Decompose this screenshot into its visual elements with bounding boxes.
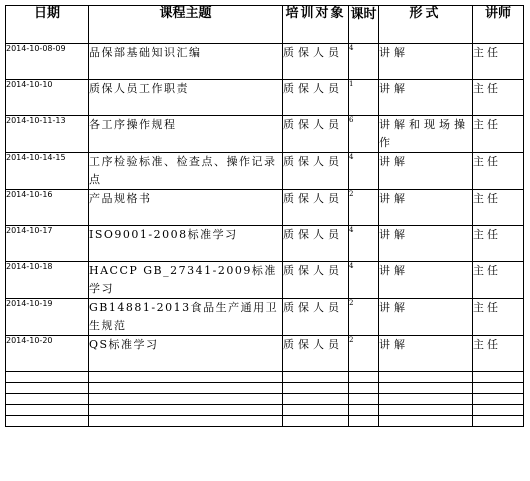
table-row <box>6 44 524 80</box>
cell-date: 2014-10-14-15 <box>6 153 89 190</box>
header-row <box>6 6 524 44</box>
table-row <box>6 116 524 153</box>
cell-target: 质保人员 <box>283 116 349 153</box>
cell-form: 讲解 <box>379 299 473 336</box>
table-row <box>6 226 524 262</box>
cell-target: 质保人员 <box>283 262 349 299</box>
empty-row <box>6 383 524 394</box>
empty-cell <box>6 383 89 394</box>
cell-topic: 工序检验标准、检查点、操作记录点 <box>89 153 283 190</box>
table-row <box>6 80 524 116</box>
empty-cell <box>6 372 89 383</box>
header-teacher: 讲师 <box>473 6 524 44</box>
cell-hours: 4 <box>349 153 379 190</box>
empty-cell <box>283 383 349 394</box>
empty-cell <box>89 383 283 394</box>
cell-hours: 2 <box>349 190 379 226</box>
cell-form: 讲解 <box>379 262 473 299</box>
cell-target: 质保人员 <box>283 190 349 226</box>
empty-cell <box>89 372 283 383</box>
empty-row <box>6 416 524 427</box>
cell-teacher: 主任 <box>473 262 524 299</box>
cell-topic: 品保部基础知识汇编 <box>89 44 283 80</box>
cell-teacher: 主任 <box>473 336 524 372</box>
cell-date: 2014-10-11-13 <box>6 116 89 153</box>
cell-topic: 各工序操作规程 <box>89 116 283 153</box>
cell-target: 质保人员 <box>283 336 349 372</box>
empty-cell <box>473 372 524 383</box>
cell-teacher: 主任 <box>473 44 524 80</box>
empty-row <box>6 372 524 383</box>
empty-cell <box>349 405 379 416</box>
cell-date: 2014-10-18 <box>6 262 89 299</box>
header-form: 形式 <box>379 6 473 44</box>
cell-topic: ISO9001-2008标准学习 <box>89 226 283 262</box>
cell-teacher: 主任 <box>473 226 524 262</box>
table-row <box>6 336 524 372</box>
table-row <box>6 262 524 299</box>
empty-cell <box>473 394 524 405</box>
empty-cell <box>6 416 89 427</box>
empty-cell <box>349 372 379 383</box>
cell-target: 质保人员 <box>283 299 349 336</box>
cell-teacher: 主任 <box>473 190 524 226</box>
header-target: 培训对象 <box>283 6 349 44</box>
table-row <box>6 153 524 190</box>
header-hours: 课时 <box>349 6 379 44</box>
cell-topic: QS标准学习 <box>89 336 283 372</box>
cell-hours: 4 <box>349 262 379 299</box>
empty-cell <box>379 405 473 416</box>
cell-form: 讲解 <box>379 336 473 372</box>
training-schedule-table <box>5 5 524 427</box>
header-date: 日期 <box>6 6 89 44</box>
cell-date: 2014-10-10 <box>6 80 89 116</box>
empty-row <box>6 394 524 405</box>
cell-hours: 2 <box>349 299 379 336</box>
cell-form: 讲解 <box>379 226 473 262</box>
cell-form: 讲解 <box>379 80 473 116</box>
cell-target: 质保人员 <box>283 44 349 80</box>
cell-date: 2014-10-17 <box>6 226 89 262</box>
empty-cell <box>283 394 349 405</box>
cell-target: 质保人员 <box>283 226 349 262</box>
cell-date: 2014-10-08-09 <box>6 44 89 80</box>
cell-date: 2014-10-20 <box>6 336 89 372</box>
cell-form: 讲解 <box>379 190 473 226</box>
empty-cell <box>379 383 473 394</box>
empty-cell <box>283 416 349 427</box>
cell-target: 质保人员 <box>283 80 349 116</box>
empty-cell <box>89 416 283 427</box>
cell-teacher: 主任 <box>473 153 524 190</box>
cell-teacher: 主任 <box>473 116 524 153</box>
empty-cell <box>379 416 473 427</box>
table-row <box>6 190 524 226</box>
cell-topic: GB14881-2013食品生产通用卫生规范 <box>89 299 283 336</box>
empty-cell <box>89 394 283 405</box>
header-topic: 课程主题 <box>89 6 283 44</box>
empty-cell <box>473 383 524 394</box>
cell-hours: 6 <box>349 116 379 153</box>
empty-cell <box>6 405 89 416</box>
cell-target: 质保人员 <box>283 153 349 190</box>
empty-cell <box>379 372 473 383</box>
empty-cell <box>6 394 89 405</box>
cell-teacher: 主任 <box>473 80 524 116</box>
cell-date: 2014-10-16 <box>6 190 89 226</box>
empty-cell <box>473 405 524 416</box>
empty-cell <box>349 416 379 427</box>
empty-row <box>6 405 524 416</box>
cell-hours: 4 <box>349 226 379 262</box>
cell-hours: 4 <box>349 44 379 80</box>
cell-hours: 2 <box>349 336 379 372</box>
empty-cell <box>379 394 473 405</box>
cell-date: 2014-10-19 <box>6 299 89 336</box>
empty-cell <box>349 394 379 405</box>
cell-topic: 质保人员工作职责 <box>89 80 283 116</box>
cell-hours: 1 <box>349 80 379 116</box>
cell-form: 讲解和现场操作 <box>379 116 473 153</box>
cell-form: 讲解 <box>379 44 473 80</box>
empty-cell <box>473 416 524 427</box>
cell-form: 讲解 <box>379 153 473 190</box>
empty-cell <box>89 405 283 416</box>
empty-cell <box>283 405 349 416</box>
cell-topic: 产品规格书 <box>89 190 283 226</box>
cell-teacher: 主任 <box>473 299 524 336</box>
empty-cell <box>283 372 349 383</box>
cell-topic: HACCP GB_27341-2009标准学习 <box>89 262 283 299</box>
empty-cell <box>349 383 379 394</box>
table-row <box>6 299 524 336</box>
